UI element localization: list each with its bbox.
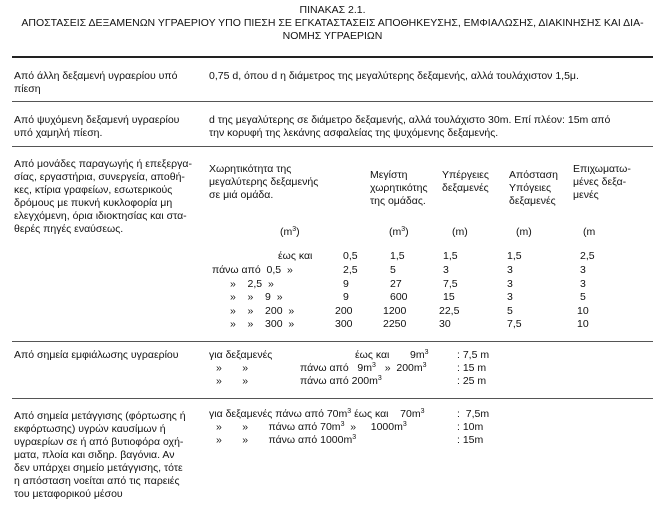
row2-label: Από ψυχόμενη δεξαμενή υγραερίου υπό χαμηλή πίεση. [14,114,180,139]
above-cell: 3 [443,264,449,276]
above-cell: 1,5 [443,250,458,262]
header-underground: Απόσταση Υπόγειες δεξαμενές [509,169,558,207]
row4-label: Από σημεία εμφιάλωσης υγραερίου [14,349,179,361]
row2-value: d της μεγαλύτερης σε διάμετρο δεξαμενής, αλλά τουλάχιστο 30m. Επί πλέον: 15m από την κορυφή της λεκάνης ασφαλείας της ψυχόμενης δεξαμενής. [209,114,611,139]
max-cell: 1200 [383,305,407,317]
row5-line1: για δεξαμενές πάνω από $70m^3$ έως και $70m^3$ [209,408,425,420]
mound-cell: 3 [580,278,586,290]
upper-cell: 2,5 [343,264,358,276]
under-cell: 3 [507,278,513,290]
unit-max-capacity: $(m^3)$ [389,226,409,238]
under-cell: 7,5 [507,318,522,330]
range-cell: πάνω από 0,5 » [212,264,293,276]
above-cell: 22,5 [439,305,460,317]
row4-line1-a: για δεξαμενές [209,349,273,361]
row4-line2-b: πάνω από $9m^3$ » $200m^3$ [300,362,427,374]
above-cell: 15 [443,291,455,303]
header-max-capacity: Μεγίστη χωρητικότης της ομάδας. [370,169,428,207]
row5-line2-d: : 10m [457,421,484,433]
upper-cell: 200 [335,305,353,317]
row5-label: Από σημεία μετάγγισης (φόρτωσης ή εκφόρτωσης) υγρών καυσίμων ή υγραερίων σε ή από βυτιοφόρα οχή- ματα, πλοία και σιδηρ. βαγόνια. Αν δεν υπάρχει σημείο μετάγγισης, τότε η απόσταση νοείται από τις παρειές του μεταφορικού μέσου [14,410,186,500]
above-cell: 7,5 [443,278,458,290]
above-cell: 30 [439,318,451,330]
mound-cell: 5 [580,291,586,303]
range-cell: » » 9 » [230,291,283,303]
row1-label: Από άλλη δεξαμενή υγραερίου υπό πίεση [14,70,178,95]
row4-line3-d: : 25 m [457,375,487,387]
row5-line3: » » πάνω από $1000m^3$ [216,434,357,446]
max-cell: 5 [390,264,396,276]
row5-line2: » » πάνω από $70m^3$ » $1000m^3$ [216,421,407,433]
table-title-line2: ΝΟΜΗΣ ΥΓΡΑΕΡΙΩΝ [282,30,383,42]
row4-line3-a: » » [216,375,249,387]
mound-cell: 10 [577,305,589,317]
table-title-line1: ΑΠΟΣΤΑΣΕΙΣ ΔΕΞΑΜΕΝΩΝ ΥΓΡΑΕΡΙΟΥ ΥΠΟ ΠΙΕΣΗ ΣΕ ΕΓΚΑΤΑΣΤΑΣΕΙΣ ΑΠΟΘΗΚΕΥΣΗΣ, ΕΜΦΙΑΛΩΣΗΣ, ΔΙΑΚΙΝΗΣΗΣ ΚΑΙ ΔΙΑ- [21,17,644,29]
unit-mounded: (m [583,226,596,238]
header-capacity: Χωρητικότητα της μεγαλύτερης δεξαμενής σε μιά ομάδα. [209,163,319,201]
row4-line2-d: : 15 m [457,362,487,374]
top-rule [12,56,653,58]
upper-cell: 9 [343,278,349,290]
range-cell: » 2,5 » [230,278,274,290]
under-cell: 1,5 [507,250,522,262]
max-cell: 2250 [383,318,407,330]
max-cell: 27 [390,278,402,290]
range-cell: » » 300 » [230,318,295,330]
max-cell: 1,5 [390,250,405,262]
row1-value: 0,75 d, όπου d η διάμετρος της μεγαλύτερης δεξαμενής, αλλά τουλάχιστον 1,5μ. [209,70,579,82]
row4-line2-a: » » [216,362,249,374]
mound-cell: 3 [580,264,586,276]
divider [12,341,653,342]
unit-aboveground: (m) [452,226,468,238]
unit-capacity: $(m^3)$ [280,226,300,238]
under-cell: 3 [507,291,513,303]
row5-line3-d: : 15m [457,434,484,446]
header-aboveground: Υπέργειες δεξαμενές [442,169,489,194]
range-cell: έως και [278,250,313,262]
header-mounded: Επιχωματω- μένες δεξα- μενές [573,163,631,201]
table-number: ΠΙΝΑΚΑΣ 2.1. [299,4,366,16]
row5-line1-d: : 7,5m [457,408,490,420]
max-cell: 600 [390,291,408,303]
row4-line1-d: : 7,5 m [457,349,490,361]
row4-line1-c: $9m^3$ [410,349,429,361]
mound-cell: 10 [577,318,589,330]
unit-underground: (m) [516,226,532,238]
under-cell: 3 [507,264,513,276]
upper-cell: 300 [335,318,353,330]
range-cell: » » 200 » [230,305,295,317]
divider [12,398,653,399]
divider [12,101,653,102]
upper-cell: 9 [343,291,349,303]
upper-cell: 0,5 [343,250,358,262]
under-cell: 5 [507,305,513,317]
mound-cell: 2,5 [580,250,595,262]
row4-line3-b: πάνω από $200m^3$ [300,375,382,387]
divider [12,146,653,147]
row3-label: Από μονάδες παραγωγής ή επεξεργα- σίας, εργαστήρια, συνεργεία, αποθή- κες, κτίρια γραφείων, εσωτερικούς δρόμους με πυκνή κυκλοφορία μη ελεγχόμενη, όρια ιδιοκτησίας και στα- θερές πηγές εναύσεως. [14,158,192,235]
row4-line1-b: έως και [355,349,390,361]
